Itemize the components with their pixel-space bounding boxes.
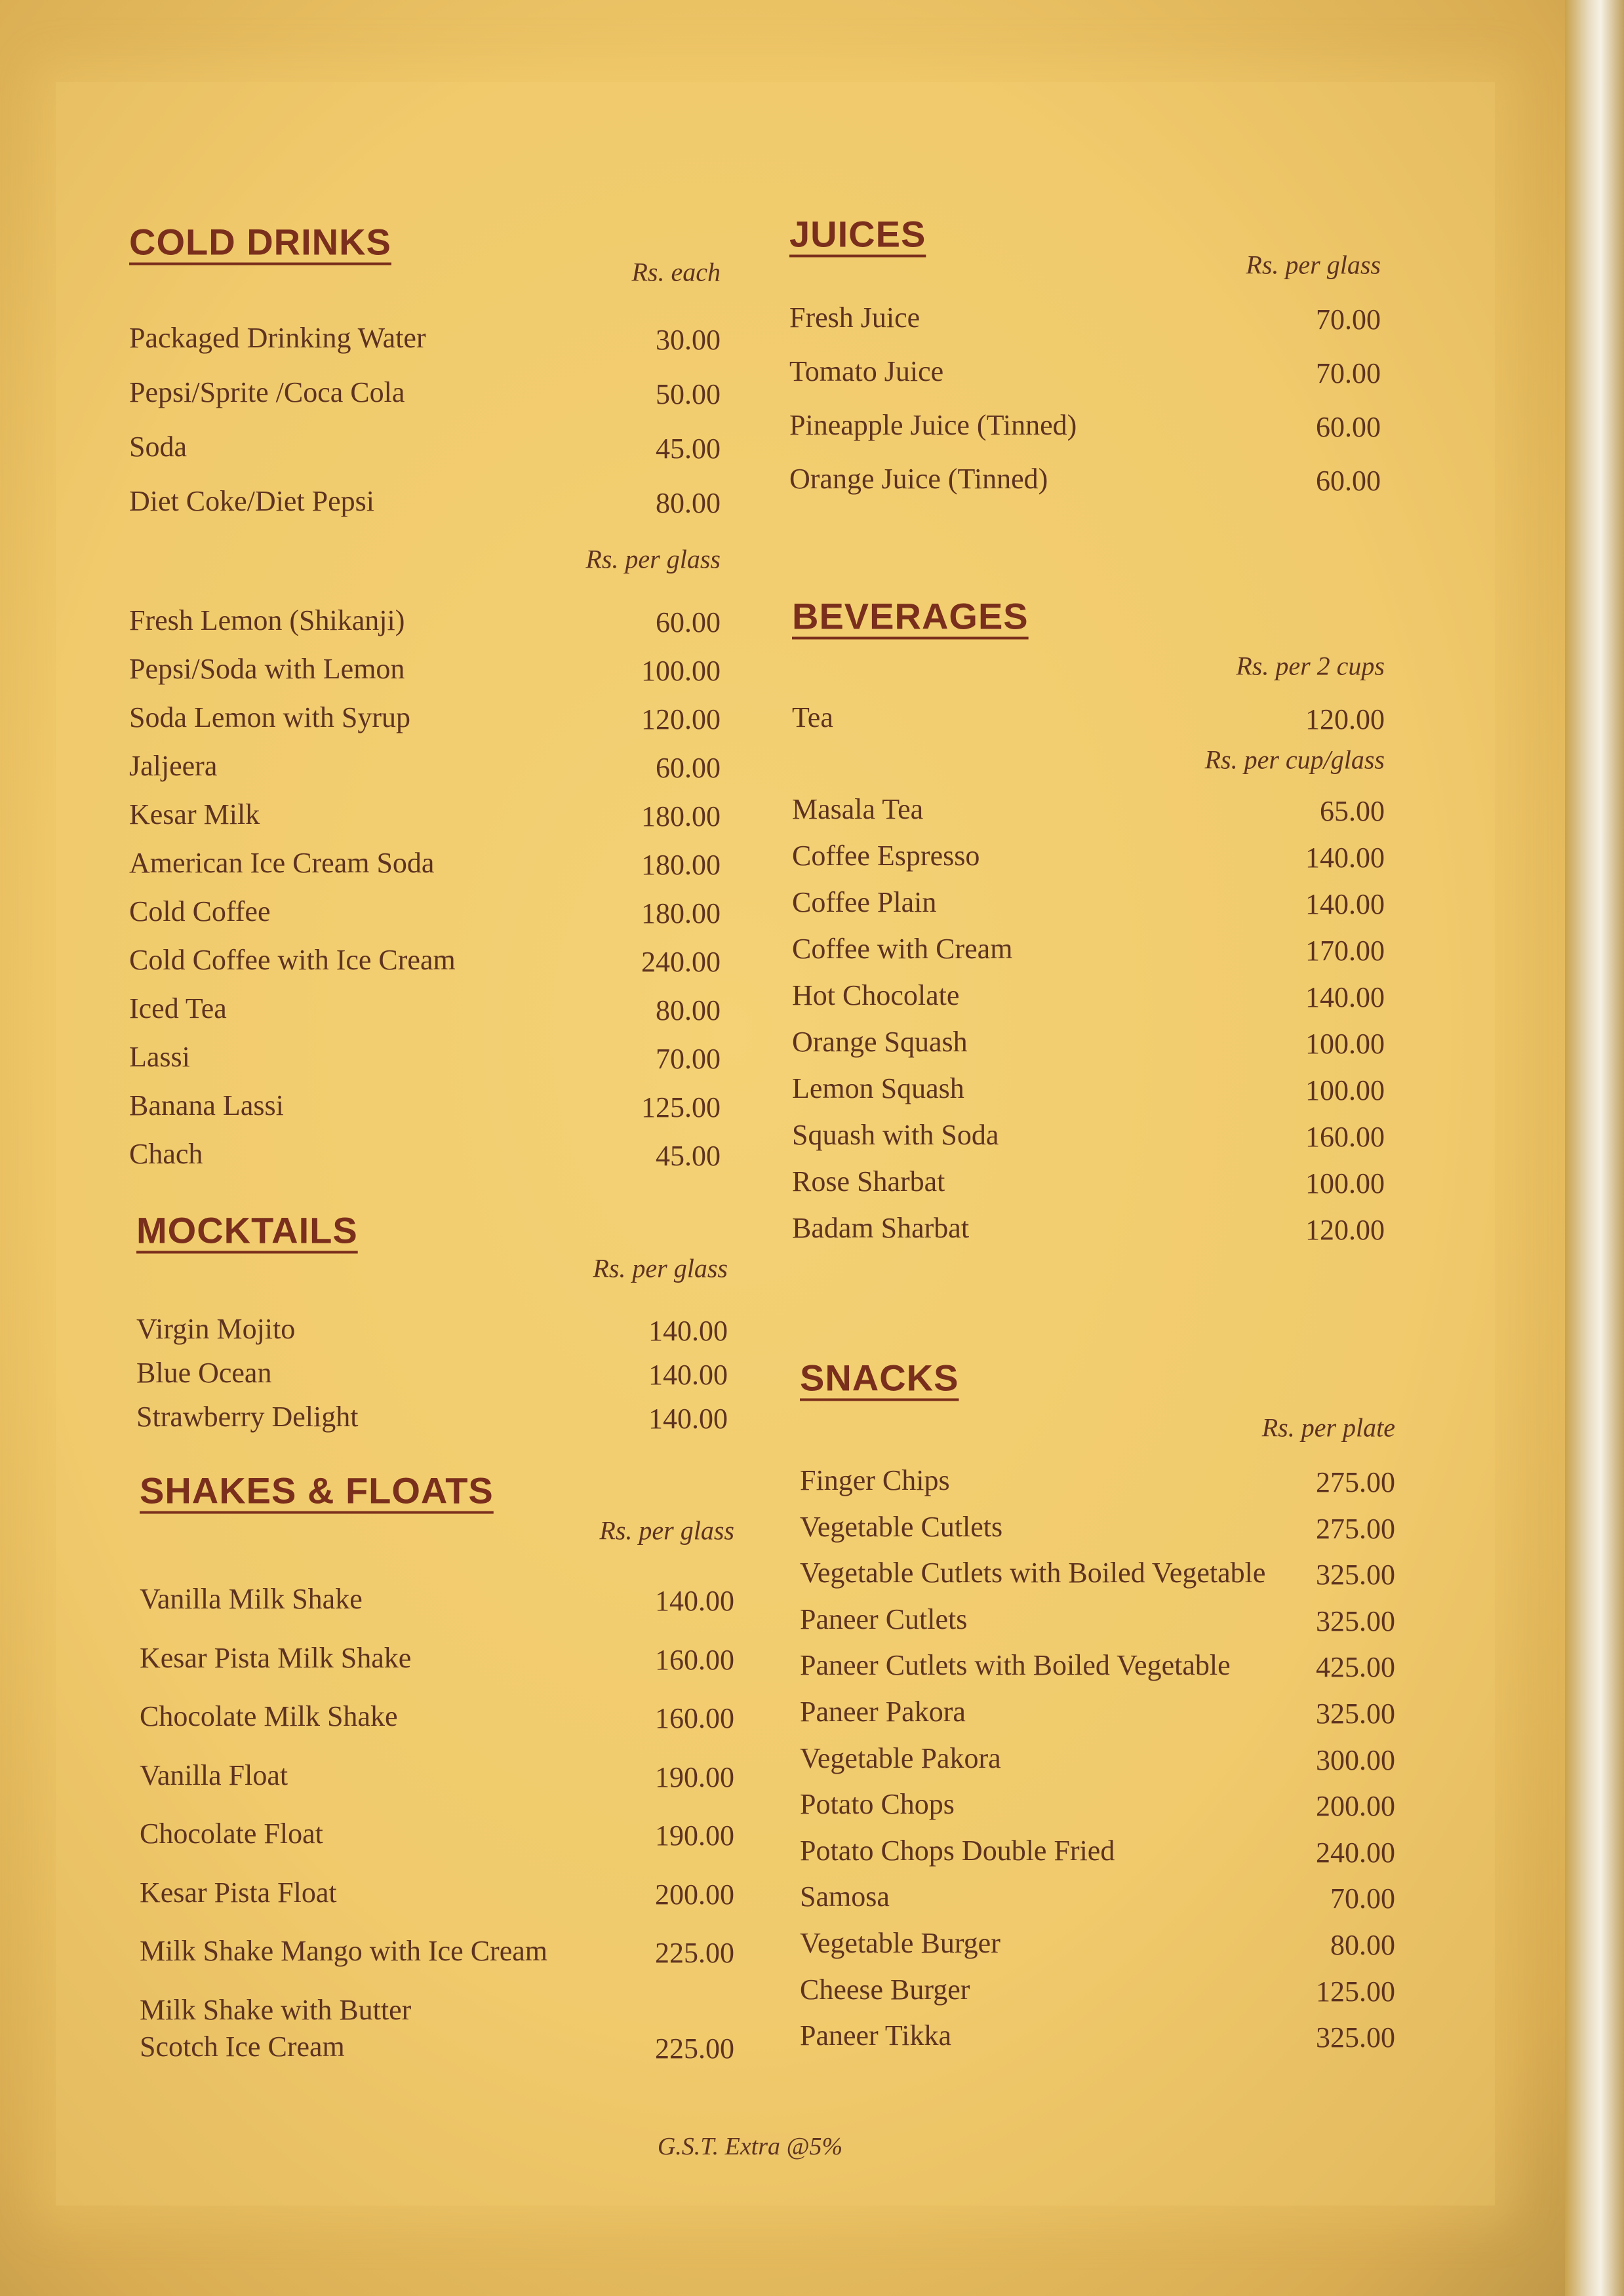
menu-item [129, 990, 721, 1027]
item-price: 240.00 [641, 946, 721, 978]
item-price: 140.00 [648, 1359, 728, 1391]
item-price: 100.00 [1305, 1028, 1385, 1060]
item-name: Kesar Pista Milk Shake [140, 1641, 412, 1674]
item-price: 70.00 [1316, 357, 1381, 389]
item-name: Banana Lassi [129, 1089, 284, 1121]
item-price: 70.00 [1316, 303, 1381, 336]
item-name: Pepsi/Soda with Lemon [129, 653, 405, 685]
item-price: 325.00 [1316, 1698, 1395, 1730]
item-name: Kesar Milk [129, 798, 260, 830]
item-price: 300.00 [1316, 1743, 1395, 1776]
item-price: 30.00 [656, 324, 721, 356]
item-name: Potato Chops Double Fried [800, 1834, 1115, 1867]
item-name: Kesar Pista Float [140, 1876, 337, 1909]
item-name: Tea [792, 701, 833, 733]
menu-item [792, 931, 1385, 967]
item-name: Badam Sharbat [792, 1212, 970, 1244]
menu-item [140, 1875, 734, 1911]
menu-item [129, 796, 721, 833]
item-name: Cold Coffee with Ice Cream [129, 944, 456, 976]
menu-item [792, 1163, 1385, 1200]
item-price: 425.00 [1316, 1651, 1395, 1684]
item-name: Vegetable Pakora [800, 1741, 1001, 1774]
item-price: 160.00 [655, 1643, 734, 1676]
menu-item [140, 1816, 734, 1852]
price-unit-label: Rs. per plate [1261, 1412, 1395, 1443]
menu-item [792, 791, 1385, 828]
item-name: Chocolate Milk Shake [140, 1700, 398, 1732]
menu-item [800, 1509, 1395, 1546]
item-price: 125.00 [641, 1091, 721, 1123]
item-name: Vanilla Float [140, 1759, 288, 1791]
item-price: 70.00 [656, 1043, 721, 1075]
menu-item [136, 1399, 728, 1435]
menu-item [129, 1087, 721, 1124]
item-price: 200.00 [1316, 1790, 1395, 1823]
item-name: Packaged Drinking Water [129, 322, 426, 354]
item-name: Fresh Lemon (Shikanji) [129, 604, 405, 636]
item-price: 80.00 [656, 487, 721, 519]
menu-item [800, 2017, 1395, 2054]
item-price: 160.00 [655, 1702, 734, 1734]
menu-item [800, 1462, 1395, 1499]
item-price: 160.00 [1305, 1121, 1385, 1153]
menu-item [789, 461, 1381, 497]
item-name: Lemon Squash [792, 1072, 964, 1104]
gst-note: G.S.T. Extra @5% [657, 2133, 843, 2160]
item-name: Vanilla Milk Shake [140, 1583, 363, 1615]
item-name: Jaljeera [129, 750, 218, 782]
item-name: Chach [129, 1138, 203, 1170]
menu-item [800, 1925, 1395, 1962]
item-name: Paneer Cutlets with Boiled Vegetable [800, 1649, 1231, 1682]
menu-item [129, 1136, 721, 1173]
menu-item [792, 977, 1385, 1014]
item-price: 190.00 [655, 1819, 734, 1852]
menu-item [129, 483, 721, 520]
menu-item [136, 1311, 728, 1348]
item-price: 190.00 [655, 1761, 734, 1793]
item-price: 240.00 [1316, 1836, 1395, 1869]
menu-item [140, 1698, 734, 1735]
menu-item [792, 1070, 1385, 1107]
menu-item [792, 1117, 1385, 1154]
menu-item [800, 1694, 1395, 1730]
menu-item [800, 1833, 1395, 1869]
item-price: 60.00 [656, 752, 721, 784]
section-heading: SHAKES & FLOATS [140, 1469, 494, 1511]
item-name: Orange Juice (Tinned) [789, 463, 1048, 495]
item-name: Iced Tea [129, 992, 227, 1024]
item-name: Paneer Tikka [800, 2019, 951, 2052]
menu-item [789, 407, 1381, 444]
item-price: 80.00 [656, 994, 721, 1026]
item-name: Soda [129, 431, 187, 463]
item-price: 325.00 [1316, 1605, 1395, 1637]
item-price: 200.00 [655, 1878, 734, 1911]
item-name: Paneer Pakora [800, 1696, 966, 1728]
menu-item [789, 300, 1381, 336]
menu-item [129, 699, 721, 736]
item-name: American Ice Cream Soda [129, 847, 435, 879]
item-name: Vegetable Burger [800, 1927, 1000, 1959]
item-price: 140.00 [1305, 981, 1385, 1013]
item-price: 120.00 [1305, 1214, 1385, 1246]
item-price: 140.00 [648, 1403, 728, 1435]
price-unit-label: Rs. per glass [1246, 250, 1381, 280]
section-heading: MOCKTAILS [136, 1209, 358, 1251]
menu-item [800, 1878, 1395, 1915]
item-price: 65.00 [1320, 795, 1385, 827]
price-unit-label: Rs. per cup/glass [1204, 745, 1385, 775]
item-price: 100.00 [1305, 1167, 1385, 1199]
menu-item [800, 1972, 1395, 2008]
menu-item [140, 1581, 734, 1618]
menu-item [129, 429, 721, 465]
price-unit-label: Rs. each [631, 257, 721, 287]
item-price: 100.00 [1305, 1074, 1385, 1106]
menu-item [129, 748, 721, 785]
item-price: 60.00 [1316, 465, 1381, 497]
item-price: 70.00 [1330, 1882, 1395, 1915]
item-price: 140.00 [655, 1585, 734, 1617]
item-price: 140.00 [648, 1315, 728, 1347]
section-heading: JUICES [789, 213, 926, 255]
menu-item [792, 884, 1385, 921]
menu-item [140, 1992, 734, 2065]
item-name: Chocolate Float [140, 1818, 323, 1850]
menu-item [800, 1786, 1395, 1823]
menu-item [789, 353, 1381, 390]
menu-item [129, 320, 721, 357]
item-name: Tomato Juice [789, 355, 944, 387]
menu-item [129, 651, 721, 688]
item-name: Vegetable Cutlets with Boiled Vegetable [800, 1557, 1266, 1589]
item-price: 50.00 [656, 378, 721, 410]
menu-item [792, 1210, 1385, 1247]
item-name: Lassi [129, 1041, 190, 1073]
menu-item [136, 1355, 728, 1391]
item-price: 225.00 [655, 1937, 734, 1969]
item-price: 180.00 [641, 849, 721, 881]
item-price: 325.00 [1316, 2021, 1395, 2054]
item-name: Vegetable Cutlets [800, 1510, 1003, 1543]
item-name: Masala Tea [792, 793, 924, 825]
price-unit-label: Rs. per glass [599, 1515, 734, 1546]
menu-item [792, 838, 1385, 874]
item-name: Milk Shake Mango with Ice Cream [140, 1935, 547, 1967]
item-price: 325.00 [1316, 1559, 1395, 1591]
item-name: Cheese Burger [800, 1973, 970, 2006]
price-unit-label: Rs. per 2 cups [1236, 651, 1385, 681]
item-price: 170.00 [1305, 935, 1385, 967]
menu-item [800, 1601, 1395, 1638]
item-price: 140.00 [1305, 888, 1385, 920]
item-name: Fresh Juice [789, 302, 921, 334]
item-name: Cold Coffee [129, 895, 271, 927]
item-name: Soda Lemon with Syrup [129, 701, 410, 733]
item-price: 80.00 [1330, 1929, 1395, 1961]
menu-item [800, 1555, 1395, 1591]
menu-item [800, 1740, 1395, 1777]
menu-item [140, 1933, 734, 1970]
item-price: 45.00 [656, 1140, 721, 1172]
item-price: 125.00 [1316, 1975, 1395, 2008]
item-price: 275.00 [1316, 1512, 1395, 1545]
menu-item [129, 374, 721, 411]
item-price: 180.00 [641, 897, 721, 929]
menu-item [129, 893, 721, 930]
item-price: 45.00 [656, 433, 721, 465]
item-name: Strawberry Delight [136, 1401, 359, 1433]
item-name: Milk Shake with Butter Scotch Ice Cream [140, 1993, 412, 2063]
item-price: 180.00 [641, 800, 721, 832]
item-name: Finger Chips [800, 1464, 950, 1496]
price-unit-label: Rs. per glass [585, 544, 721, 574]
item-price: 100.00 [641, 655, 721, 687]
menu-item [140, 1640, 734, 1677]
page-edge [1565, 0, 1624, 2296]
menu-item [129, 942, 721, 979]
menu-item [129, 1039, 721, 1076]
item-name: Hot Chocolate [792, 979, 960, 1011]
item-price: 60.00 [1316, 411, 1381, 443]
item-name: Blue Ocean [136, 1357, 272, 1389]
menu-item [792, 699, 1385, 736]
item-name: Coffee Espresso [792, 840, 980, 872]
item-name: Pepsi/Sprite /Coca Cola [129, 376, 405, 408]
item-price: 60.00 [656, 606, 721, 638]
section-heading: SNACKS [800, 1357, 959, 1399]
item-name: Samosa [800, 1880, 890, 1913]
item-name: Orange Squash [792, 1026, 968, 1058]
price-unit-label: Rs. per glass [593, 1253, 728, 1283]
section-heading: COLD DRINKS [129, 221, 391, 263]
menu-item [140, 1757, 734, 1794]
section-heading: BEVERAGES [792, 595, 1029, 637]
item-name: Potato Chops [800, 1788, 955, 1821]
item-name: Rose Sharbat [792, 1165, 945, 1197]
item-name: Coffee with Cream [792, 933, 1013, 965]
item-price: 140.00 [1305, 842, 1385, 874]
menu-item [129, 602, 721, 639]
item-name: Pineapple Juice (Tinned) [789, 409, 1077, 441]
menu-item [800, 1647, 1395, 1684]
menu-item [129, 845, 721, 882]
item-name: Paneer Cutlets [800, 1603, 968, 1635]
item-price: 275.00 [1316, 1466, 1395, 1498]
item-price: 120.00 [641, 703, 721, 735]
item-name: Coffee Plain [792, 886, 937, 918]
menu-item [792, 1024, 1385, 1060]
item-price: 120.00 [1305, 703, 1385, 735]
item-name: Squash with Soda [792, 1119, 999, 1151]
item-price: 225.00 [655, 2032, 734, 2065]
item-name: Diet Coke/Diet Pepsi [129, 485, 374, 517]
item-name: Virgin Mojito [136, 1313, 296, 1345]
